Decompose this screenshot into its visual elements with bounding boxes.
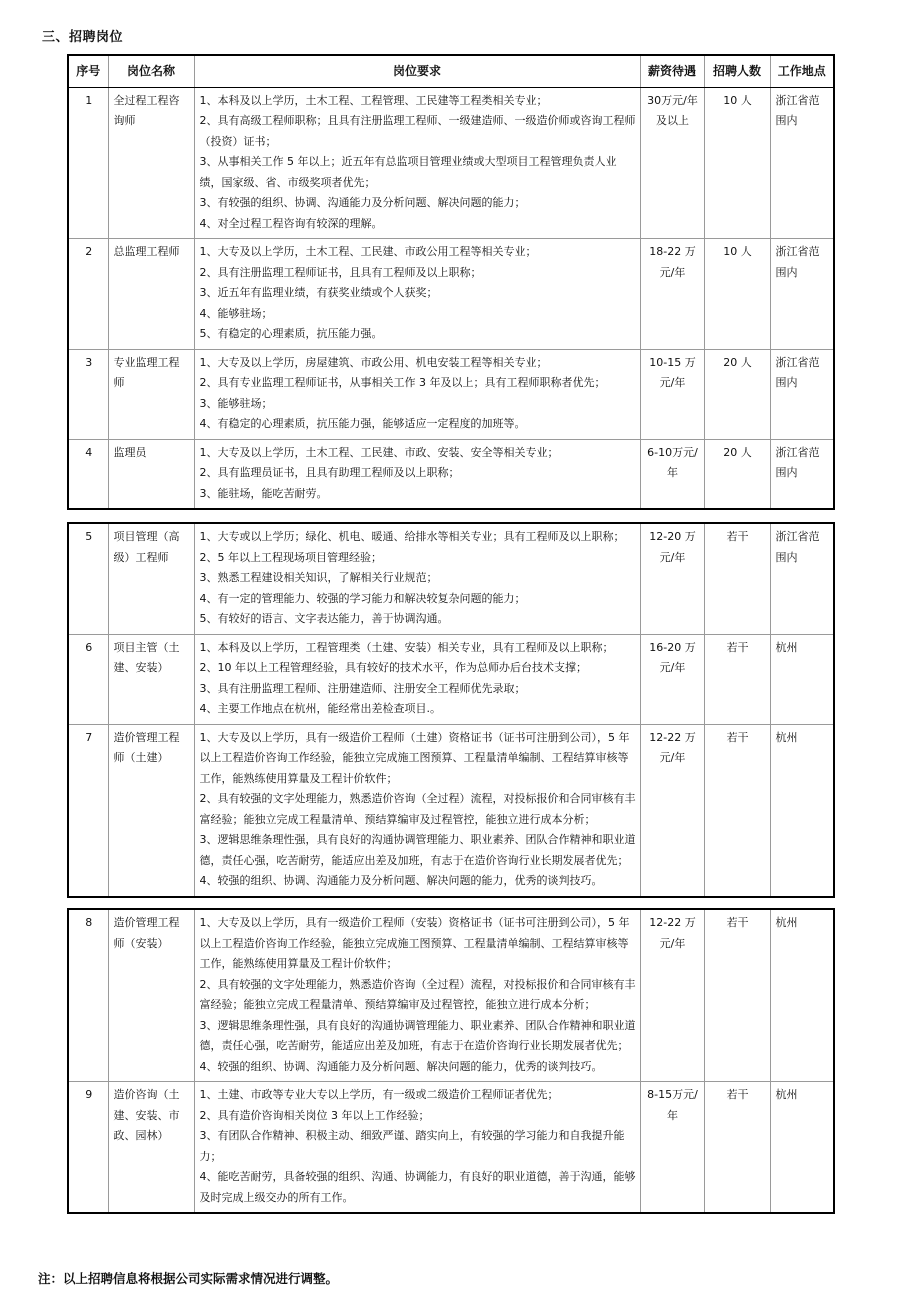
hiring-count: 10 人	[704, 239, 770, 350]
position-requirements	[194, 87, 640, 239]
work-location: 浙江省范围内	[770, 523, 834, 634]
table-row	[68, 349, 834, 439]
requirement-item: 4、有一定的管理能力、较强的学习能力和解决较复杂问题的能力；	[199, 591, 526, 605]
position-requirements	[194, 724, 640, 897]
requirement-item: 3、能驻场，能吃苦耐劳。	[199, 486, 328, 500]
header-count: 招聘人数	[704, 55, 770, 87]
work-location: 浙江省范围内	[770, 87, 834, 239]
position-requirements	[194, 523, 640, 634]
requirement-item: 3、逻辑思维条理性强，具有良好的沟通协调管理能力、职业素养、团队合作精神和职业道德，责任心强，吃苦耐劳，能适应出差及加班，有志于在造价咨询行业长期发展者优先；	[199, 1018, 636, 1052]
requirement-item: 1、大专及以上学历，房屋建筑、市政公用、机电安装工程等相关专业；	[199, 355, 548, 369]
header-no: 序号	[68, 55, 108, 87]
requirement-item: 3、有较强的组织、协调、沟通能力及分析问题、解决问题的能力；	[199, 196, 526, 209]
requirement-item: 4、较强的组织、协调、沟通能力及分析问题、解决问题的能力，优秀的谈判技巧。	[199, 874, 603, 887]
row-number: 6	[68, 634, 108, 724]
requirement-item: 2、具有监理员证书，且具有助理工程师及以上职称；	[199, 466, 460, 479]
table-row	[68, 239, 834, 350]
header-salary: 薪资待遇	[640, 55, 704, 87]
requirement-item: 2、具有注册监理工程师证书，且具有工程师及以上职称；	[199, 265, 482, 279]
requirement-item: 3、具有注册监理工程师、注册建造师、注册安全工程师优先录取；	[199, 681, 526, 695]
requirement-item: 4、有稳定的心理素质，抗压能力强，能够适应一定程度的加班等。	[199, 417, 526, 430]
hiring-count: 20 人	[704, 349, 770, 439]
requirement-item: 3、从事相关工作 5 年以上；近五年有总监项目管理业绩或大型项目工程管理负责人业绩，国家级、省、市级奖项者优先；	[199, 155, 617, 189]
position-requirements	[194, 634, 640, 724]
recruitment-table-part-2	[67, 522, 835, 898]
position-requirements	[194, 1082, 640, 1214]
requirement-item: 4、能够驻场；	[199, 306, 273, 320]
table-row	[68, 634, 834, 724]
requirement-item: 1、本科及以上学历，工程管理类（土建、安装）相关专业，具有工程师及以上职称；	[199, 640, 614, 654]
position-requirements	[194, 439, 640, 509]
hiring-count: 若干	[704, 634, 770, 724]
position-requirements	[194, 349, 640, 439]
requirement-item: 3、熟悉工程建设相关知识，了解相关行业规范；	[199, 571, 438, 584]
position-title: 项目主管（土建、安装）	[108, 634, 194, 724]
position-requirements	[194, 909, 640, 1082]
position-requirements	[194, 239, 640, 350]
position-title: 造价管理工程师（安装）	[108, 909, 194, 1082]
requirement-item: 1、大专及以上学历，具有一级造价工程师（土建）资格证书（证书可注册到公司），5 年以上工程造价咨询工作经验，能独立完成施工图预算、工程量清单编制、工程结算审核等工作，能熟练使用算量及工程计价软件；	[199, 730, 630, 785]
table-row	[68, 439, 834, 509]
requirement-item: 3、近五年有监理业绩，有获奖业绩或个人获奖；	[199, 286, 438, 299]
salary: 12-22 万元/年	[640, 724, 704, 897]
table-row	[68, 87, 834, 239]
row-number: 1	[68, 87, 108, 239]
requirement-item: 4、主要工作地点在杭州，能经常出差检查项目.。	[199, 702, 441, 715]
table-row	[68, 909, 834, 1082]
salary: 6-10万元/年	[640, 439, 704, 509]
hiring-count: 若干	[704, 909, 770, 1082]
requirement-item: 1、土建、市政等专业大专以上学历，有一级或二级造价工程师证者优先；	[199, 1088, 559, 1101]
hiring-count: 若干	[704, 724, 770, 897]
position-title: 造价管理工程师（土建）	[108, 724, 194, 897]
row-number: 9	[68, 1082, 108, 1214]
position-title: 专业监理工程师	[108, 349, 194, 439]
position-title: 项目管理（高级）工程师	[108, 523, 194, 634]
row-number: 5	[68, 523, 108, 634]
requirement-item: 1、大专及以上学历，土木工程、工民建、市政公用工程等相关专业；	[199, 245, 537, 258]
salary: 8-15万元/年	[640, 1082, 704, 1214]
requirement-item: 1、大专或以上学历；绿化、机电、暖通、给排水等相关专业；具有工程师及以上职称；	[199, 530, 625, 543]
work-location: 杭州	[770, 634, 834, 724]
hiring-count: 若干	[704, 1082, 770, 1214]
table-row	[68, 523, 834, 634]
recruitment-table-part-1	[67, 54, 835, 510]
requirement-item: 4、对全过程工程咨询有较深的理解。	[199, 216, 383, 230]
position-title: 全过程工程咨询师	[108, 87, 194, 239]
hiring-count: 10 人	[704, 87, 770, 239]
header-requirements: 岗位要求	[194, 55, 640, 87]
salary: 12-22 万元/年	[640, 909, 704, 1082]
requirement-item: 2、具有专业监理工程师证书，从事相关工作 3 年及以上；具有工程师职称者优先；	[199, 376, 606, 389]
requirement-item: 2、具有较强的文字处理能力，熟悉造价咨询（全过程）流程，对投标报价和合同审核有丰富经验；能独立完成工程量清单、预结算编审及过程管控，能独立进行成本分析；	[199, 792, 636, 826]
work-location: 浙江省范围内	[770, 239, 834, 350]
position-title: 造价咨询（土建、安装、市政、园林）	[108, 1082, 194, 1214]
table-header-row	[68, 55, 834, 87]
salary: 18-22 万元/年	[640, 239, 704, 350]
requirement-item: 3、逻辑思维条理性强，具有良好的沟通协调管理能力、职业素养、团队合作精神和职业道德，责任心强，吃苦耐劳，能适应出差及加班，有志于在造价咨询行业长期发展者优先；	[199, 833, 636, 867]
requirement-item: 4、能吃苦耐劳，具备较强的组织、沟通、协调能力，有良好的职业道德，善于沟通，能够及时完成上级交办的所有工作。	[199, 1170, 636, 1204]
table-row	[68, 1082, 834, 1214]
work-location: 浙江省范围内	[770, 349, 834, 439]
row-number: 4	[68, 439, 108, 509]
work-location: 杭州	[770, 909, 834, 1082]
requirement-item: 5、有稳定的心理素质，抗压能力强。	[199, 327, 383, 340]
requirement-item: 2、具有较强的文字处理能力，熟悉造价咨询（全过程）流程，对投标报价和合同审核有丰富经验；能独立完成工程量清单、预结算编审及过程管控，能独立进行成本分析；	[199, 977, 636, 1011]
requirement-item: 1、本科及以上学历，土木工程、工程管理、工民建等工程类相关专业；	[199, 93, 548, 107]
work-location: 杭州	[770, 724, 834, 897]
work-location: 杭州	[770, 1082, 834, 1214]
footnote: 注：以上招聘信息将根据公司实际需求情况进行调整。	[38, 1271, 339, 1286]
header-location: 工作地点	[770, 55, 834, 87]
row-number: 7	[68, 724, 108, 897]
salary: 30万元/年及以上	[640, 87, 704, 239]
row-number: 3	[68, 349, 108, 439]
requirement-item: 2、具有高级工程师职称；且具有注册监理工程师、一级建造师、一级造价师或咨询工程师（投资）证书；	[199, 114, 636, 148]
requirement-item: 2、10 年以上工程管理经验，具有较好的技术水平，作为总师办后台技术支撑；	[199, 661, 587, 674]
requirement-item: 1、大专及以上学历，具有一级造价工程师（安装）资格证书（证书可注册到公司），5 年以上工程造价咨询工作经验，能独立完成施工图预算、工程量清单编制、工程结算审核等工作，能熟练使用算量及工程计价软件；	[199, 916, 630, 970]
salary: 12-20 万元/年	[640, 523, 704, 634]
requirement-item: 1、大专及以上学历，土木工程、工民建、市政、安装、安全等相关专业；	[199, 445, 559, 459]
salary: 16-20 万元/年	[640, 634, 704, 724]
hiring-count: 若干	[704, 523, 770, 634]
requirement-item: 4、较强的组织、协调、沟通能力及分析问题、解决问题的能力，优秀的谈判技巧。	[199, 1059, 603, 1073]
header-title: 岗位名称	[108, 55, 194, 87]
requirement-item: 5、有较好的语言、文字表达能力，善于协调沟通。	[199, 612, 449, 625]
recruitment-table-part-3	[67, 908, 835, 1214]
requirement-item: 3、能够驻场；	[199, 396, 273, 410]
requirement-item: 2、具有造价咨询相关岗位 3 年以上工作经验；	[199, 1108, 430, 1122]
table-row	[68, 724, 834, 897]
requirement-item: 2、5 年以上工程现场项目管理经验；	[199, 550, 382, 564]
row-number: 8	[68, 909, 108, 1082]
row-number: 2	[68, 239, 108, 350]
requirement-item: 3、有团队合作精神、积极主动、细致严谨、踏实向上，有较强的学习能力和自我提升能力；	[199, 1129, 625, 1163]
section-title: 三、招聘岗位	[42, 30, 124, 45]
position-title: 监理员	[108, 439, 194, 509]
position-title: 总监理工程师	[108, 239, 194, 350]
salary: 10-15 万元/年	[640, 349, 704, 439]
work-location: 浙江省范围内	[770, 439, 834, 509]
hiring-count: 20 人	[704, 439, 770, 509]
